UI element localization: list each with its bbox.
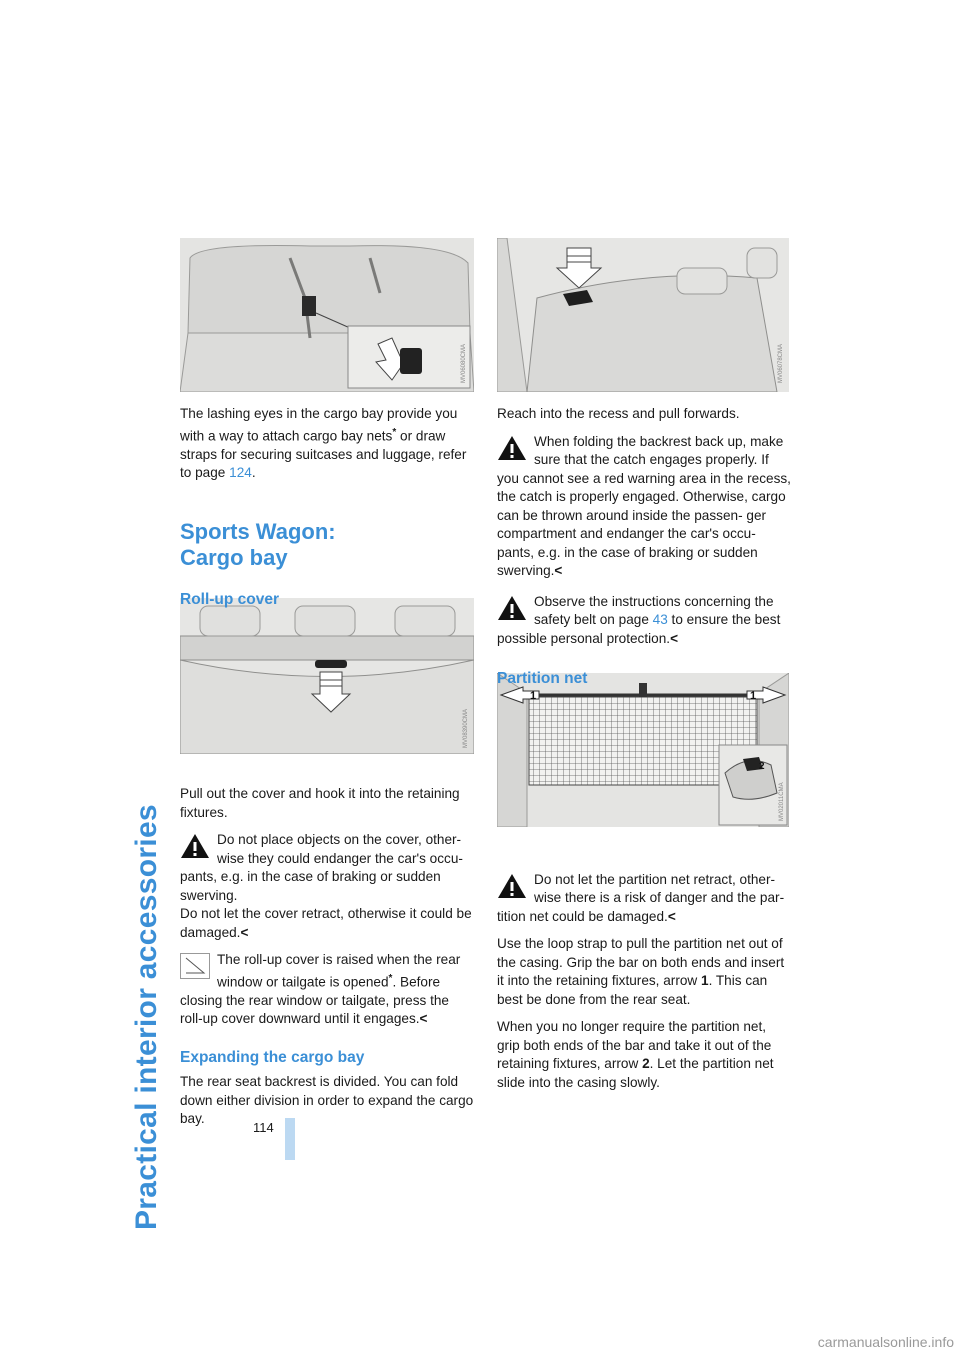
partition-paragraph-2 (497, 1018, 792, 1092)
section-title-line2: Cargo bay (180, 544, 288, 570)
warning-note-3 (497, 593, 792, 649)
end-mark: < (419, 1011, 428, 1027)
note-text: The roll-up cover is raised when the rear (217, 952, 461, 968)
partition-heading: Partition net (497, 670, 588, 687)
left-column (180, 405, 475, 1138)
note-text: closing the rear window or tailgate, press the roll-up cover downward until it engages. (180, 992, 449, 1027)
page-number: 114 (253, 1120, 274, 1135)
expand-heading: Expanding the cargo bay (180, 1048, 365, 1066)
warning-text: Observe the instructions concerning the (534, 593, 774, 609)
expand-text: The rear seat backrest is divided. You can fold down either division in order to expand the cargo bay. (180, 1074, 474, 1127)
rollup-heading: Roll-up cover (180, 590, 280, 608)
page-link-124[interactable]: 124 (229, 465, 252, 481)
warning-text: safety belt on page (534, 612, 653, 627)
arrow-ref: 1 (701, 973, 709, 988)
warning-text: Do not let the cover retract, otherwise it could be damaged. (180, 906, 472, 940)
figure-lashing-eyes (180, 238, 474, 392)
arrow-ref: 2 (642, 1056, 650, 1071)
rollup-text: Pull out the cover and hook it into the retaining fixtures. (180, 786, 460, 820)
figure-code: MV06078CMA (778, 343, 784, 383)
footer-watermark: carmanualsonline.info (817, 1334, 954, 1350)
warning-text: wise they could endanger the car's occu- (217, 850, 463, 866)
intro-paragraph (180, 405, 475, 483)
end-mark: < (670, 630, 679, 646)
warning-note-4 (497, 871, 792, 927)
section-title (180, 519, 475, 571)
sidebar-title: Practical interior accessories (130, 804, 163, 1230)
reach-text: Reach into the recess and pull forwards. (497, 406, 740, 421)
figure-code: MV02011CMA (779, 782, 785, 821)
body-text: When you no longer require the partition net, grip both ends of the bar and take it out of the retaining fixtures, arrow (497, 1019, 772, 1071)
warning-text: pants, e.g. in the case of braking or sudden swerving. (180, 869, 441, 903)
warning-text: When folding the backrest back up, make (534, 433, 784, 449)
section-sidebar (118, 230, 178, 1230)
warning-text: Do not place objects on the cover, other- (217, 832, 462, 848)
note-text: window or tailgate is opened (217, 974, 389, 990)
intro-text: to page (180, 465, 230, 481)
intro-text: with a way to attach cargo bay nets (180, 428, 393, 444)
note-text: . Before (392, 974, 441, 990)
arrow-label: 1 (530, 690, 537, 702)
warning-text: Do not let the partition net retract, other- (534, 871, 776, 887)
warning-icon (497, 435, 527, 461)
intro-text: or draw (396, 428, 446, 444)
warning-icon (180, 833, 210, 859)
intro-text: The lashing eyes in the cargo bay provide you (180, 406, 458, 421)
figure-code: MV06080CMA (461, 343, 467, 383)
warning-note-1 (180, 831, 475, 942)
optional-star: * (392, 426, 397, 438)
end-mark: < (554, 563, 563, 578)
warning-text: to ensure the best (667, 612, 781, 627)
warning-text: sure that the catch engages properly. If (534, 452, 769, 467)
end-mark: < (240, 924, 249, 940)
body-text: Use the loop strap to pull the partition net out of the casing. Grip the bar on both ends and insert it into the retaining fixtures, arrow (497, 936, 785, 988)
body-text: . This can best be done from the rear seat. (497, 973, 768, 1007)
right-column (497, 405, 792, 1101)
warning-note-2 (497, 433, 792, 581)
intro-text: straps for securing suitcases and luggage, refer (180, 446, 467, 462)
info-note (180, 951, 475, 1029)
figure-backrest-catch (497, 238, 789, 392)
arrow-label: 1 (750, 690, 757, 702)
end-mark: < (667, 908, 676, 924)
intro-text: . (251, 465, 256, 481)
warning-text: wise there is a risk of danger and the par- (534, 890, 785, 905)
arrow-label: 2 (759, 761, 765, 772)
note-icon (180, 953, 210, 979)
body-text: . Let the partition net slide into the casing slowly. (497, 1056, 774, 1090)
warning-icon (497, 873, 527, 899)
warning-icon (497, 595, 527, 621)
warning-text: possible personal protection. (497, 630, 671, 646)
warning-text: tition net could be damaged. (497, 908, 668, 924)
figure-code: MV08390CMA (463, 708, 469, 748)
page-link-43[interactable]: 43 (652, 612, 668, 627)
warning-text: you cannot see a red warning area in the recess, the catch is properly engaged. Otherwise, cargo can be thrown around inside the passen- ger compartment and endanger the car's occu- pants, e.g. in the case of braking or sudden swerving. (497, 470, 791, 578)
section-title-line1: Sports Wagon: (180, 518, 336, 544)
optional-star: * (388, 972, 393, 984)
partition-paragraph-1 (497, 935, 792, 1009)
